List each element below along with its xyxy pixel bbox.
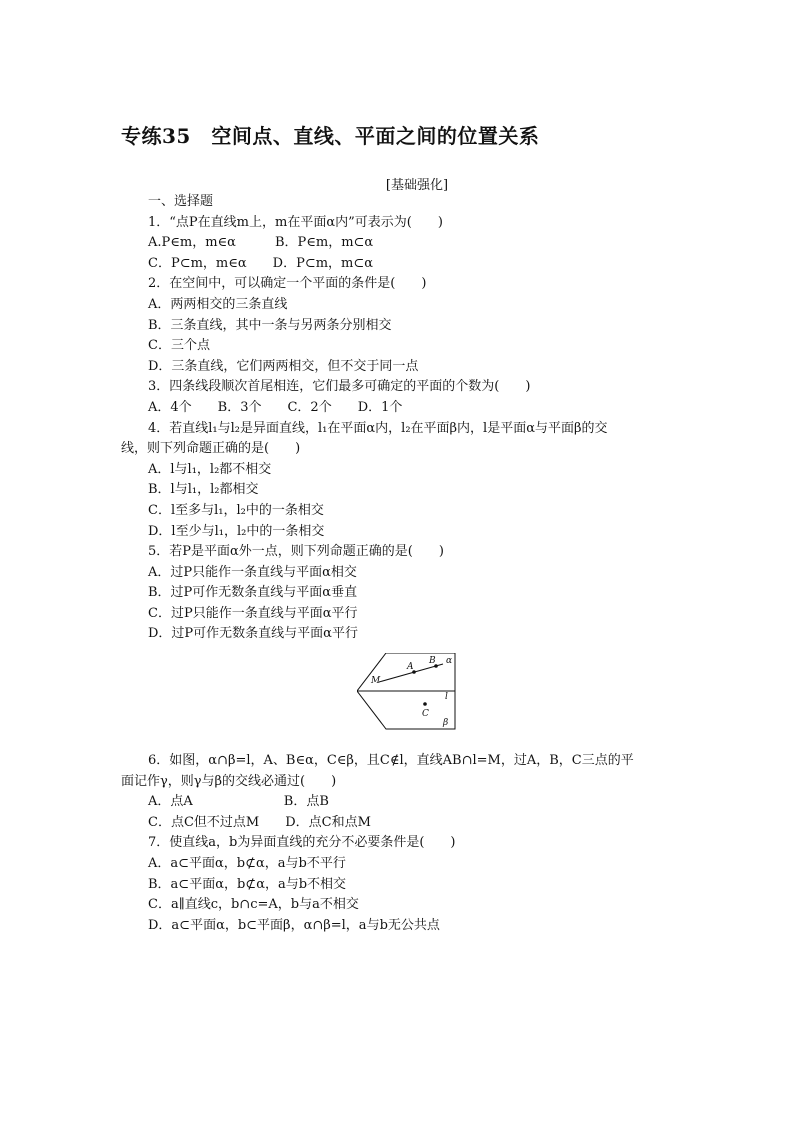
label-alpha: α bbox=[446, 656, 453, 667]
label-beta: β bbox=[443, 718, 449, 729]
question-6-options-cd: C．点C但不过点M D．点C和点M bbox=[148, 814, 371, 830]
question-1-stem: 1．“点P在直线m上，m在平面α内”可表示为( ) bbox=[148, 214, 443, 230]
question-7-option-b: B．a⊂平面α，b⊄α，a与b不相交 bbox=[148, 876, 347, 892]
question-2-option-d: D．三条直线，它们两两相交，但不交于同一点 bbox=[148, 358, 419, 374]
question-1-options-cd: C．P⊂m，m∈α D．P⊂m，m⊂α bbox=[148, 255, 374, 271]
question-2-option-a: A．两两相交的三条直线 bbox=[148, 296, 288, 312]
question-4-option-c: C．l至多与l₁，l₂中的一条相交 bbox=[148, 502, 324, 518]
figure-container bbox=[121, 647, 711, 747]
question-7-option-c: C．a∥直线c，b∩c=A，b与a不相交 bbox=[148, 897, 359, 913]
question-6-stem: 6．如图，α∩β=l，A、B∈α，C∈β，且C∉l，直线AB∩l=M，过A，B，C三点的平 bbox=[148, 753, 634, 769]
page-title: 专练35 空间点、直线、平面之间的位置关系 bbox=[121, 124, 540, 148]
section-heading: 一、选择题 bbox=[148, 194, 214, 209]
question-list bbox=[121, 192, 711, 936]
question-5-option-b: B．过P可作无数条直线与平面α垂直 bbox=[148, 585, 358, 601]
question-2-option-c: C．三个点 bbox=[148, 338, 210, 354]
question-4-option-a: A．l与l₁，l₂都不相交 bbox=[148, 461, 272, 477]
question-7-option-a: A．a⊂平面α，b⊄α，a与b不平行 bbox=[148, 856, 346, 872]
question-7-stem: 7．使直线a，b为异面直线的充分不必要条件是( ) bbox=[148, 835, 456, 851]
question-4-option-d: D．l至少与l₁，l₂中的一条相交 bbox=[148, 523, 325, 539]
question-4-option-b: B．l与l₁，l₂都相交 bbox=[148, 482, 259, 498]
label-b: B bbox=[429, 656, 436, 667]
plane-beta-outline bbox=[357, 691, 455, 729]
label-a: A bbox=[407, 662, 414, 673]
question-3-options: A．4个 B．3个 C．2个 D．1个 bbox=[148, 399, 403, 415]
question-5-option-d: D．过P可作无数条直线与平面α平行 bbox=[148, 626, 358, 642]
question-5-stem: 5．若P是平面α外一点，则下列命题正确的是( ) bbox=[148, 544, 444, 560]
question-6-stem-continued: 面记作γ，则γ与β的交线必通过( ) bbox=[121, 773, 337, 789]
question-5-option-a: A．过P只能作一条直线与平面α相交 bbox=[148, 564, 357, 580]
question-7-option-d: D．a⊂平面α，b⊂平面β，α∩β=l，a与b无公共点 bbox=[148, 917, 440, 933]
question-5-option-c: C．过P只能作一条直线与平面α平行 bbox=[148, 605, 358, 621]
question-3-stem: 3．四条线段顺次首尾相连，它们最多可确定的平面的个数为( ) bbox=[148, 379, 531, 395]
label-c: C bbox=[422, 709, 429, 720]
question-4-stem-continued: 线，则下列命题正确的是( ) bbox=[121, 441, 301, 457]
question-2-option-b: B．三条直线，其中一条与另两条分别相交 bbox=[148, 317, 392, 333]
section-subtitle: [基础强化] bbox=[385, 178, 449, 193]
label-l: l bbox=[445, 692, 448, 703]
label-m: M bbox=[371, 676, 381, 687]
planes-figure bbox=[357, 653, 463, 733]
point-c bbox=[423, 702, 427, 706]
question-1-options-ab: A.P∈m，m∈α B．P∈m，m⊂α bbox=[148, 235, 374, 251]
question-2-stem: 2．在空间中，可以确定一个平面的条件是( ) bbox=[148, 276, 427, 292]
question-6-options-ab: A．点A B．点B bbox=[148, 794, 329, 810]
question-4-stem: 4．若直线l₁与l₂是异面直线，l₁在平面α内，l₂在平面β内，l是平面α与平面β的交 bbox=[148, 420, 608, 436]
